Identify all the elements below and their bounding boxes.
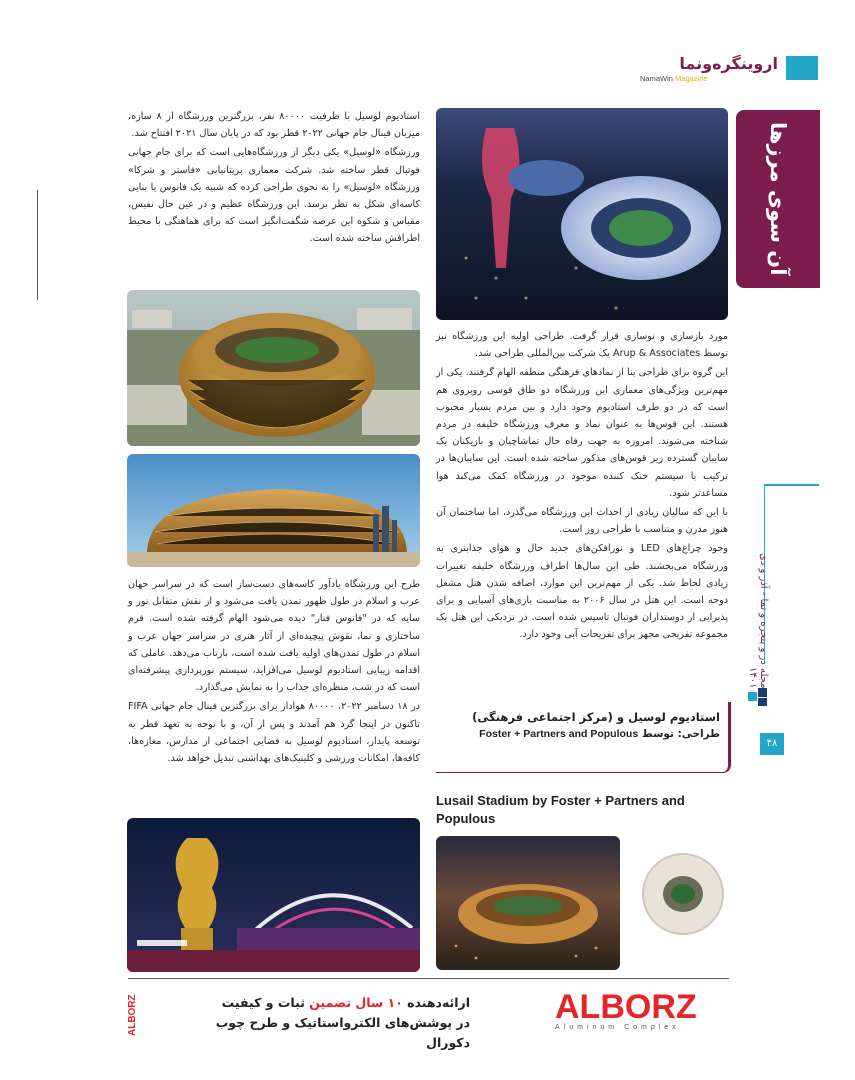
column-right [436, 328, 728, 646]
magazine-name-en: NamaWin Magazine [640, 74, 708, 83]
footer-rule [128, 978, 729, 979]
side-rule-top [764, 484, 819, 486]
brand-wordmark: ALBORZ [555, 988, 697, 1026]
magazine-name-fa: اروینگره‌ونما [679, 54, 778, 73]
lusail-render-photo [436, 836, 620, 970]
issue-text: مجله در و پنجره و نما - آذر و دی ۱۴۰۱ [747, 552, 769, 688]
paragraph: وجود چراغ‌های LED و نورافکن‌های جدید حال و هوای جذابتری به ورزشگاه می‌بخشند. طی این سال‌ها اطراف ورزشگاه خلیفه تغییرات زیادی لحاظ شد. یکی از مهم‌ترین این موارد، اضافه شدن هتل مشعل دوحه است. این هتل در سال ۲۰۰۶ به مناسبت بازی‌های آسیایی و برای پذیرایی از دوستداران فوتبال تاسیس شده است. در نزدیکی این هتل یک مجموعه تفریحی مجهز برای تفریحات آبی وجود دارد. [436, 543, 729, 641]
lusail-aerial-photo [127, 290, 420, 446]
caption-title-en: Lusail Stadium by Foster + Partners and Populous [436, 793, 685, 826]
section-tab [736, 110, 820, 288]
alborz-logo [555, 990, 730, 1032]
paragraph: طرح این ورزشگاه یادآور کاسه‌های دست‌ساز است که در سراسر جهان عرب و اسلام در طول ظهور تمدن یافت می‌شود و از نقش متقابل نور و سایه که در "فانوس فنار" دیده می‌شود الهام گرفته شده است. فرم ساختاری و نما، نقوش پیچیده‌ای از آثار هنری در سراسر جهان عرب و اسلام در طول تمدن‌های اولیه یافت شده است، بازتاب می‌دهد. عاملی که اقدامه زیبایی استادیوم لوسیل می‌افزاید، سیستم نورپردازی پیشرفته‌ای است که در شب، منظره‌ای جذاب را به نمایش می‌گذارد. [128, 579, 420, 694]
advert-line-2: در پوشش‌های الکترواستاتیک و طرح چوب دکورال [215, 1015, 470, 1050]
column-left-bottom [128, 576, 420, 769]
paragraph: در ۱۸ دسامبر ۲۰۲۲، ۸۰۰۰۰ هوادار برای بزرگترین فینال جام جهانی FIFA تاکنون در اینجا گرد هم آمدند و پس از آن، و با توجه به تعهد قطر به توسعه پایدار، استادیوم لوسیل به فضایی اجتماعی از مدارس، مغازه‌ها، کافه‌ها، امکانات ورزشی و کلینیک‌های بهداشتی تبدیل خواهد شد. [128, 701, 420, 765]
magazine-mini-logo [748, 688, 768, 706]
brand-subtitle: Aluminum Complex [555, 1024, 680, 1031]
khalifa-stadium-night-photo [436, 108, 728, 320]
column-left-top [128, 108, 420, 250]
margin-rule [37, 190, 38, 300]
advert-line-1: ارائه‌دهنده ۱۰ سال تضمین ثبات و کیفیت [221, 995, 470, 1010]
paragraph: ورزشگاه «لوسیل» یکی دیگر از ورزشگاه‌هایی است که برای جام جهانی فوتبال قطر ساخته شد. شرکت معماری بریتانیایی «فاستر و شرکا» ورزشگاه «لوسیل» را به نحوی طراحی کرده که شبیه یک فانوس یا بنایی کاسه‌ای شکل به نظر برسد. این ورزشگاه عظیم و در عین حال نفیس، مقیاس و شکوه این عرصه شگفت‌انگیز است که برای هماهنگی با محیط اطرافش ساخته شده است. [128, 147, 420, 245]
advert-text [190, 993, 470, 1053]
magazine-logo [640, 52, 818, 90]
brand-vertical: ALBORZ [127, 994, 138, 1036]
page-number: ۴۸ [760, 733, 784, 755]
caption-designer-value: Foster + Partners and Populous [479, 728, 639, 740]
caption-designer: طراحی: توسط Foster + Partners and Populous [479, 728, 720, 740]
paragraph: استادیوم لوسیل با ظرفیت ۸۰۰۰۰ نفر، بزرگترین ورزشگاه از ۸ سازه، میزبان فینال جام جهانی ۲۰۲۲ قطر بود که در پایان سال ۲۰۲۱ افتتاح شد. [128, 111, 420, 140]
section-title: آن سوی مرزها [766, 122, 790, 276]
world-cup-trophy-photo [127, 818, 420, 972]
paragraph: مورد بازسازی و نوسازی قرار گرفت. طراحی اولیه این ورزشگاه نیز توسط Arup & Associates یک شرکت بین‌المللی طراحی شد. [436, 331, 728, 360]
lusail-model-photo [626, 848, 726, 940]
paragraph: این گروه برای طراحی بنا از نمادهای فرهنگی منطقه الهام گرفتند. یکی از مهم‌ترین ویژگی‌های معماری این ورزشگاه دو طاق قوسی روبروی هم است که در دو طرف استادیوم وجود دارد و بین مردم بسیار محبوب هستند. این قوس‌ها به عنوان نماد و معرف ورزشگاه خلیفه در مردم شناخته می‌شوند. امروزه به جهت رفاه حال تماشاچیان و بازیکنان یک سایبان گسترده زیر قوس‌های مذکور ساخته شده است. این سایبان‌ها در ترکیب با سیستم خنک کننده موجود در ورزشگاه کمک می‌کند هوا مساعدتر شود. [436, 367, 728, 499]
caption-title-fa: استادیوم لوسیل و (مرکز اجتماعی فرهنگی) [472, 710, 720, 724]
stadium-caption [436, 702, 731, 773]
lusail-day-photo [127, 454, 420, 567]
paragraph: با این که سالیان زیادی از احداث این ورزشگاه می‌گذرد، اما ساختمان آن هنوز مدرن و متناسب با طراحی روز است. [436, 507, 728, 536]
magazine-logo-mark [786, 56, 818, 80]
